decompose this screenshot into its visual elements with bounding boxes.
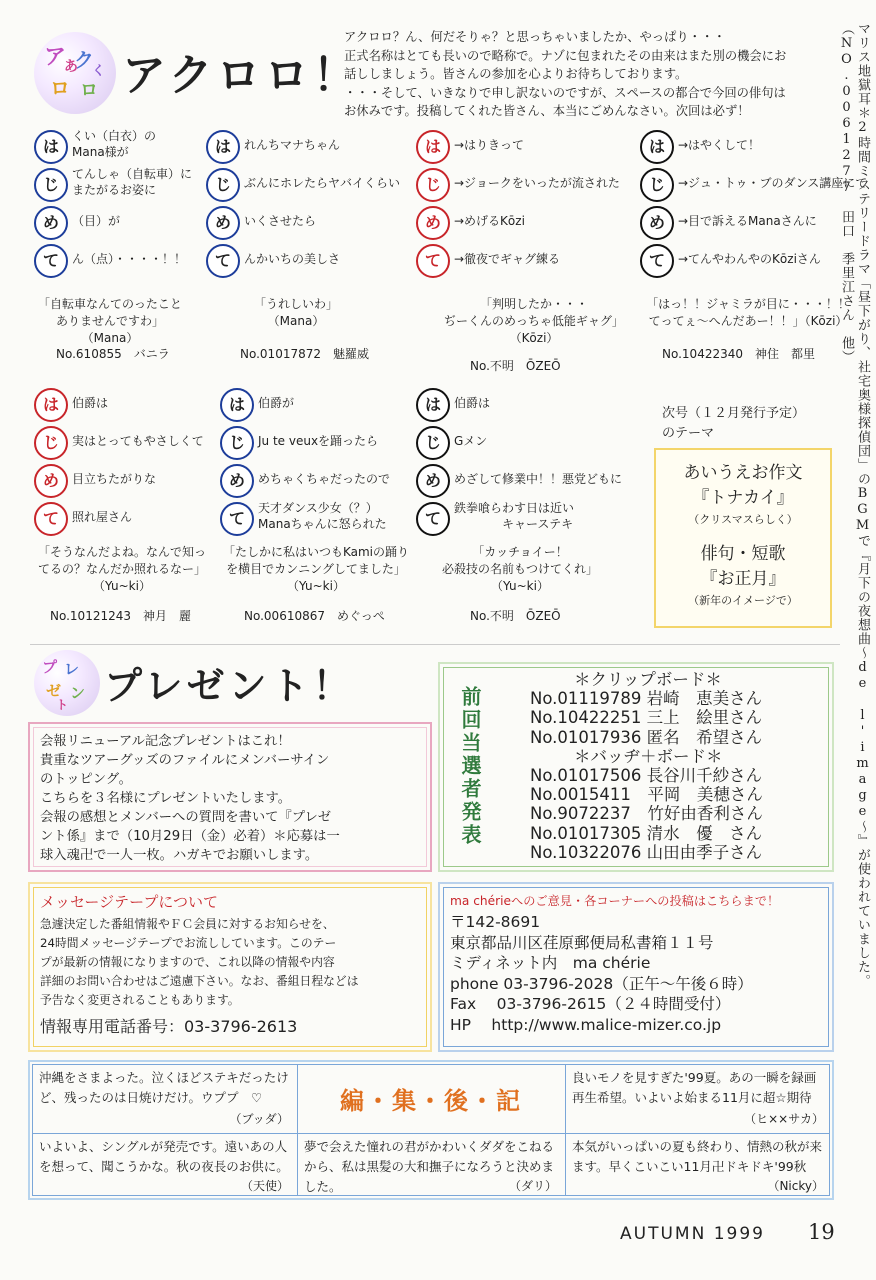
kana-circle: は (34, 130, 68, 164)
next-theme-box (654, 448, 832, 628)
intro-line: お休みです。投稿してくれた皆さん、本当にごめんなさい。次回は必ず！ (344, 104, 750, 118)
acrostic-line-text: 目立ちたがりな (72, 472, 157, 486)
acrostic-line-text: 鉄拳喰らわす日は近い キャーステキ (454, 501, 575, 531)
message-tape-title: メッセージテープについて (40, 893, 219, 911)
ball-char: ク (74, 48, 94, 72)
next-theme-label (662, 404, 805, 444)
present-line: 会報の感想とメンバーへの質問を書いて『プレゼ (40, 810, 332, 825)
message-tape-text (40, 915, 420, 1010)
kana-circle: て (640, 244, 674, 278)
issue-label: AUTUMN 1999 (620, 1224, 765, 1244)
present-line: のトッピング。 (40, 772, 132, 787)
contributor-number: No.610855 バニラ (56, 347, 170, 361)
contact-box (438, 882, 834, 1052)
kana-circle: て (416, 502, 450, 536)
acrostic-line (416, 168, 646, 204)
acrostic-line-text: →目で訴えるManaさんに (678, 214, 817, 228)
kana-circle: め (34, 464, 68, 498)
winners-cat2: ＊バッヂ＋ボード＊ (574, 746, 723, 766)
winner-row: No.10322076 山田由季子さん (530, 842, 763, 862)
ball-char: ゼ (46, 682, 62, 700)
acrostic-line-text: ぶんにホレたらヤバイくらい (244, 176, 401, 190)
member-reply-line: ぢーくんのめっちゃ低能ギャグ」 (444, 314, 624, 328)
acrostic-line-text: →ジュ・トゥ・ブのダンス講座にて (678, 176, 868, 190)
editor-note-text: いよいよ、シングルが発売です。遠いあの人を想って、聞こうかな。秋の夜長のお供に。 (39, 1139, 289, 1174)
acrostic-line-text: 伯爵が (258, 396, 295, 410)
kana-circle: は (416, 130, 450, 164)
winner-row: No.0015411 平岡 美穂さん (530, 785, 763, 805)
contact-lines (450, 912, 822, 1035)
acrostic-line-text: ん（点）・・・・！！ (72, 252, 187, 266)
acrostic-line (206, 168, 436, 204)
kana-circle: め (220, 464, 254, 498)
section-divider (30, 644, 840, 645)
ball-char: ト (56, 698, 69, 712)
winners-box-inner (443, 667, 829, 867)
acrostic-line (640, 168, 870, 204)
editor-note-sig: （ブッダ） (229, 1112, 289, 1126)
kana-circle: じ (34, 168, 68, 202)
acrostic-line-text: いくさせたら (244, 214, 317, 228)
member-reply-line: （Mana） (81, 331, 139, 345)
acrostic-line (416, 502, 646, 538)
acrostic-line-text: れんちマナちゃん (244, 138, 341, 152)
acroro-title: アクロロ！ (122, 50, 361, 101)
theme1-word: 『トナカイ』 (692, 488, 794, 508)
acrostic-line (640, 206, 870, 242)
editor-note-text: 夢で会えた憧れの君がかわいくダダをこねるから、私は黒髪の大和撫子になろうと決めました。 (304, 1139, 555, 1194)
acroro-ball-logo (34, 32, 116, 114)
acrostic-line-text: →はやくして！ (678, 138, 761, 152)
present-line: ント係』まで（10月29日（金）必着）＊応募は一 (40, 829, 340, 844)
ball-char: ロ (80, 80, 98, 101)
member-reply-line: （Yu~ki） (287, 579, 345, 593)
mt-line: 急遽決定した番組情報やＦＣ会員に対するお知らせを、 (40, 917, 335, 931)
mt-line: 24時間メッセージテープでお流ししています。このテー (40, 936, 337, 950)
editor-note-text: 沖縄をさまよった。泣くほどステキだったけど、残ったのは日焼けだけ。ウププ ♡ (39, 1070, 289, 1105)
kana-circle: じ (220, 426, 254, 460)
acrostic-line (416, 244, 646, 280)
kana-circle: め (206, 206, 240, 240)
member-reply (414, 296, 654, 347)
acrostic-line-text: てんしゃ（自転車）に またがるお姿に (72, 167, 193, 197)
kana-circle: て (206, 244, 240, 278)
acrostic-line-text: 照れ屋さん (72, 510, 133, 524)
acrostic-line-text: （目）が (72, 214, 121, 228)
member-reply-line: （Kōzi） (509, 331, 559, 345)
contributor-number: No.00610867 めぐっぺ (244, 609, 385, 623)
editor-note (566, 1134, 832, 1198)
ball-char: プ (42, 658, 58, 676)
next-label-line: 次号（１２月発行予定） (662, 406, 806, 421)
intro-line: ・・・そして、いきなりで申し訳ないのですが、スペースの都合で今回の俳句は (344, 85, 786, 100)
member-reply (628, 296, 868, 330)
present-line: 貴重なツアーグッズのファイルにメンバーサイン (40, 753, 330, 768)
member-reply-line: 「カッチョイー！ (472, 545, 568, 559)
ball-char: ロ (50, 76, 70, 100)
kana-circle: は (416, 388, 450, 422)
message-tape-inner (33, 887, 427, 1047)
kana-circle: は (640, 130, 674, 164)
acrostic-line-text: 伯爵は (454, 396, 491, 410)
acrostic-line (416, 464, 646, 500)
kana-circle: は (34, 388, 68, 422)
kana-circle: め (416, 206, 450, 240)
acrostic-line-text: 天才ダンス少女（？） Manaちゃんに怒られた (258, 501, 387, 531)
page-number: 19 (808, 1220, 835, 1244)
acrostic-line-text: くい（白衣）の Mana様が (72, 129, 157, 159)
acrostic-line-text: 実はとってもやさしくて (72, 434, 204, 448)
acrostic-line (416, 130, 646, 166)
present-line: 球入魂卍で一人一枚。ハガキでお願いします。 (40, 848, 319, 863)
member-reply-line: 「うれしいわ」 (253, 297, 338, 311)
editors-grid (32, 1064, 830, 1196)
member-reply-line: てるの？なんだか照れるなー」 (37, 562, 206, 576)
winner-row: No.01119789 岩崎 恵美さん (530, 689, 763, 709)
present-box-inner (33, 727, 427, 867)
kana-circle: じ (416, 426, 450, 460)
acrostic-line (416, 206, 646, 242)
theme1-note: （クリスマスらしく） (688, 513, 798, 526)
kana-circle: て (220, 502, 254, 536)
contributor-number: No.10121243 神月 麗 (50, 609, 192, 623)
present-box (28, 722, 432, 872)
present-line: 会報リニューアル記念プレゼントはこれ！ (40, 734, 291, 749)
side-vertical-note: マリス地獄耳＊2時間ミステリードラマ「昼下がり、社宅奥様探偵団」のBGMで『月下の夜想曲～de l'image～』が使われていました。（NO.0061277 田口 季里江さん 他） (839, 22, 870, 988)
editor-note-text: 良いモノを見すぎた'99夏。あの一瞬を録画再生希望。いよいよ始まる11月に超☆期待 (572, 1070, 817, 1105)
member-reply-line: 「判明したか・・・ (479, 297, 588, 311)
acrostic-line-text: →はりきって (454, 138, 525, 152)
mt-line: プが最新の情報になりますので、これ以降の情報や内容 (40, 955, 335, 969)
intro-line: アクロロ？ん、何だそりゃ？と思っちゃいましたか、やっぱり・・・ (344, 30, 726, 44)
ball-char: レ (64, 660, 80, 678)
acrostic-line (416, 388, 646, 424)
member-reply-line: ありませんですわ」 (55, 314, 164, 328)
contact-line: Fax 03-3796-2615（２４時間受付） (450, 995, 731, 1013)
winners-box (438, 662, 834, 872)
contact-line: 東京都品川区荏原郵便局私書箱１１号 (450, 933, 714, 952)
theme2-title: 俳句・短歌 (700, 544, 786, 564)
kana-circle: じ (640, 168, 674, 202)
editors-box (28, 1060, 834, 1200)
acrostic-line-text: Gメン (454, 434, 488, 448)
member-reply-line: 「そうなんだよね。なんで知っ (37, 545, 206, 559)
acrostic-line-text: めざして修業中！！悪党どもに (454, 472, 623, 486)
contributor-number: No.不明 ŌZEŌ (470, 609, 561, 623)
acroro-intro (344, 28, 839, 121)
next-label-line: のテーマ (662, 426, 715, 441)
present-line: こちらを３名様にプレゼントいたします。 (40, 791, 292, 806)
acrostic-line (206, 244, 436, 280)
acrostic-line-text: 伯爵は (72, 396, 109, 410)
member-reply (176, 296, 416, 330)
intro-line: 話ししましょう。皆さんの参加を心よりお待ちしております。 (344, 67, 688, 81)
ball-char: ン (70, 684, 86, 702)
winner-row: No.01017506 長谷川千紗さん (530, 766, 763, 786)
acrostic-line-text: Ju te veuxを踊ったら (258, 434, 379, 448)
kana-circle: て (416, 244, 450, 278)
acrostic-line (206, 206, 436, 242)
ball-char: あ (64, 59, 78, 75)
kana-circle: じ (206, 168, 240, 202)
theme2-word: 『お正月』 (700, 569, 786, 589)
acrostic-line (640, 130, 870, 166)
editor-note (33, 1134, 297, 1198)
mt-line: 詳細のお問い合わせはご遠慮下さい。なお、番組日程などは (40, 974, 359, 988)
intro-line: 正式名称はとても長いので略称で。ナゾに包まれたその由来はまた別の機会にお (344, 48, 787, 63)
editor-note-sig: （Nicky） (767, 1179, 824, 1193)
present-ball-logo (34, 650, 100, 716)
editor-note-sig: （ヒ××サカ） (744, 1112, 824, 1126)
winner-row: No.01017936 匿名 希望さん (530, 727, 763, 747)
acrostic-line (416, 426, 646, 462)
member-reply-line: （Yu~ki） (93, 579, 151, 593)
message-tape-phone: 情報専用電話番号：03-3796-2613 (40, 1017, 298, 1036)
contributor-number: No.01017872 魅羅威 (240, 347, 370, 361)
winners-label: 前回当選者発表 (458, 686, 482, 847)
theme2-note: （新年のイメージで） (688, 594, 798, 607)
acrostic-line (206, 130, 436, 166)
kana-circle: は (220, 388, 254, 422)
editor-note-text: 本気がいっぱいの夏も終わり、情熱の秋が来ます。早くこいこい11月卍ドキドキ'99秋 (572, 1139, 823, 1174)
mt-line: 予告なく変更されることもあります。 (40, 993, 240, 1007)
winners-cat1: ＊クリップボード＊ (574, 670, 722, 689)
acrostic-line-text: →ジョークをいったが流された (454, 176, 620, 190)
message-tape-box (28, 882, 432, 1052)
theme1-title: あいうえお作文 (683, 463, 803, 483)
acrostic-line-text: →めげるKōzi (454, 214, 525, 228)
contact-line: phone 03-3796-2028（正午～午後６時） (450, 974, 753, 993)
contact-line: 〒142-8691 (450, 913, 541, 931)
contact-title: ma chérieへのご意見・各コーナーへの投稿はこちらまで！ (450, 894, 780, 908)
editor-note (566, 1065, 832, 1133)
member-reply-line: 「自転車なんてのったこと (38, 297, 182, 311)
editors-title: 編・集・後・記 (340, 1086, 522, 1115)
kana-circle: じ (34, 426, 68, 460)
contact-line: HP http://www.malice-mizer.co.jp (450, 1015, 722, 1034)
ball-char: ア (44, 44, 67, 70)
contact-box-inner (443, 887, 829, 1047)
kana-circle: は (206, 130, 240, 164)
editor-note-sig: （天使） (240, 1179, 289, 1193)
acrostic-line-text: →てんやわんやのKōziさん (678, 252, 821, 266)
member-reply-line: を横目でカンニングしてました」 (226, 562, 406, 576)
editor-note (298, 1134, 565, 1198)
kana-circle: め (416, 464, 450, 498)
member-reply-line: 「はっ！！ジャミラが目に・・・！！ (646, 297, 850, 311)
winners-list (530, 670, 763, 862)
editor-note-sig: （ダリ） (508, 1179, 557, 1193)
kana-circle: め (34, 206, 68, 240)
ball-char: く (92, 64, 106, 79)
winner-row: No.01017305 清水 優 さん (530, 823, 763, 843)
present-title: プレゼント！ (104, 664, 355, 708)
winner-row: No.9072237 竹好由香利さん (530, 804, 763, 824)
winner-row: No.10422251 三上 絵里さん (530, 708, 763, 728)
acrostic-line-text: →徹夜でギャグ練る (454, 252, 561, 266)
acrostic-line-text: めちゃくちゃだったので (258, 472, 391, 486)
acrostic-line (640, 244, 870, 280)
member-reply-line: てってぇ～へんだあー！！」（Kōzi） (648, 314, 848, 328)
kana-circle: て (34, 244, 68, 278)
editor-note (33, 1065, 297, 1133)
member-reply-line: 「たしかに私はいつもKamiの踊り (222, 545, 410, 559)
contact-line: ミディネット内 ma chérie (450, 954, 651, 972)
member-reply (400, 544, 640, 595)
contributor-number: No.10422340 神住 都里 (662, 347, 816, 361)
member-reply-line: （Yu~ki） (491, 579, 549, 593)
acrostic-line-text: んかいちの美しさ (244, 252, 341, 266)
contributor-number: No.不明 ŌZEŌ (470, 359, 561, 373)
member-reply-line: （Mana） (267, 314, 325, 328)
member-reply-line: 必殺技の名前もつけてくれ」 (441, 562, 598, 576)
kana-circle: め (640, 206, 674, 240)
kana-circle: じ (416, 168, 450, 202)
kana-circle: て (34, 502, 68, 536)
